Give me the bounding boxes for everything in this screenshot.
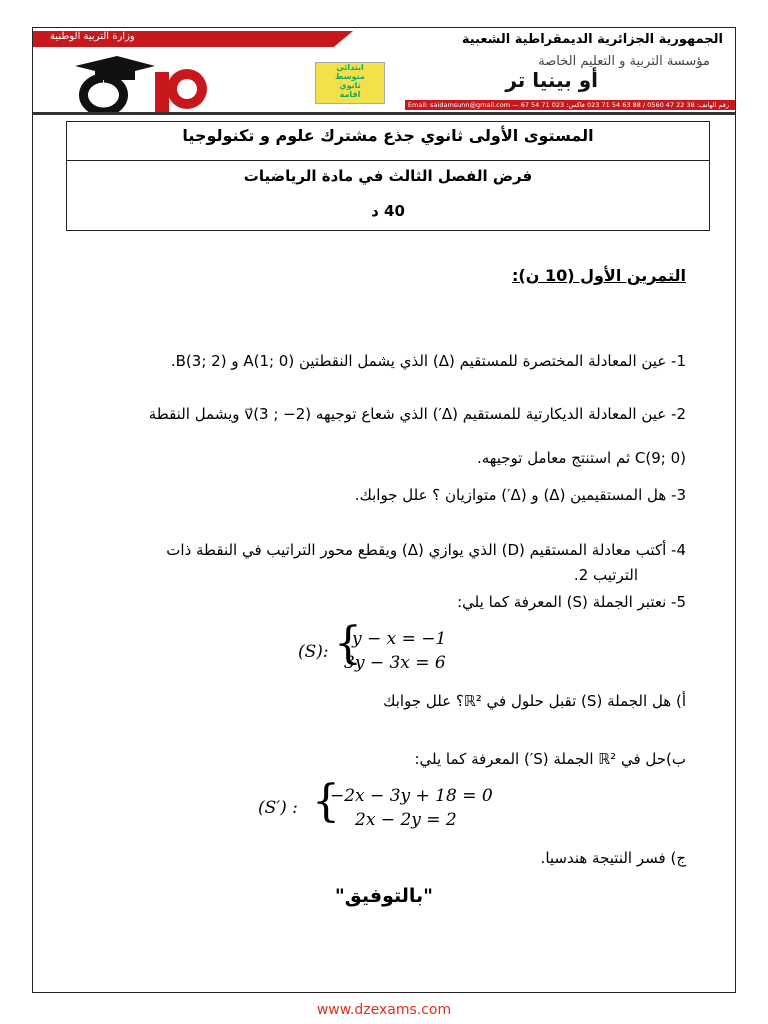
- exam-duration: 40 د: [371, 202, 405, 220]
- level-title: المستوى الأولى ثانوي جذع مشترك علوم و تكنولوجيا: [182, 126, 594, 145]
- system-sp-label: (S′) :: [258, 798, 298, 818]
- question-4-cont: الترتيب 2.: [573, 566, 638, 584]
- question-4: 4- أكتب معادلة المستقيم (D) الذي يوازي (Δ) ويقطع محور التراتيب في النقطة ذات: [166, 541, 686, 559]
- system-s-brace: {: [334, 618, 362, 669]
- exam-title: فرض الفصل الثالث في مادة الرياضيات: [243, 167, 533, 185]
- title-separator: [66, 160, 710, 161]
- badge-line: ابتدائي: [336, 63, 364, 72]
- system-s-eq1: y − x = −1: [352, 629, 447, 649]
- op-logo: [55, 52, 225, 112]
- school-name: أو بينيا تر: [505, 68, 598, 92]
- badge-line: ثانوي: [339, 81, 361, 90]
- badge-line: اقامة: [339, 90, 361, 99]
- system-s-eq2: 3y − 3x = 6: [344, 653, 446, 673]
- question-3: 3- هل المستقيمين (Δ) و (Δ′) متوازيان ؟ علل جوابك.: [354, 486, 686, 504]
- question-5: 5- نعتبر الجملة (S) المعرفة كما يلي:: [457, 593, 686, 611]
- badge-line: متوسط: [335, 72, 365, 81]
- question-5c: ج) فسر النتيجة هندسيا.: [540, 849, 686, 867]
- footer-link[interactable]: www.dzexams.com: [316, 1002, 452, 1018]
- ministry-text: وزارة التربية الوطنية: [50, 31, 135, 42]
- question-5b: ب)حل في ℝ² الجملة (S′) المعرفة كما يلي:: [414, 750, 686, 768]
- system-sp-eq2: 2x − 2y = 2: [355, 810, 457, 830]
- header-rule: [33, 112, 735, 115]
- question-2-cont: C(9; 0) ثم استنتج معامل توجيهه.: [476, 449, 686, 467]
- system-s-label: (S):: [298, 642, 329, 662]
- contact-strip: رقم الهاتف: 38 22 47 0560 / 88 63 54 71 023 فاكس: 023 71 54 67 — Email: saidamsunn@gmail.com: [405, 100, 735, 110]
- question-5a: أ) هل الجملة (S) تقبل حلول في ℝ²؟ علل جوابك: [383, 692, 686, 710]
- institution-name: مؤسسة التربية و التعليم الخاصة: [538, 54, 710, 69]
- school-levels-badge: [315, 62, 385, 104]
- logo-letter-p: [155, 69, 207, 112]
- logo-letter-o: [84, 78, 124, 112]
- system-sp-eq1: −2x − 3y + 18 = 0: [330, 786, 493, 806]
- question-1: 1- عين المعادلة المختصرة للمستقيم (Δ) الذي يشمل النقطتين A(1; 0) و B(3; 2).: [170, 352, 686, 370]
- exercise-heading: التمرين الأول (10 ن):: [512, 266, 686, 285]
- closing-wish: "بالتوفيق": [334, 885, 434, 907]
- system-sp-brace: {: [312, 776, 340, 827]
- question-2: 2- عين المعادلة الديكارتية للمستقيم (Δ′) الذي شعاع توجيهه v⃗(3 ; −2) ويشمل النقطة: [148, 405, 686, 423]
- republic-title: الجمهورية الجزائرية الديمقراطية الشعبية: [461, 32, 723, 47]
